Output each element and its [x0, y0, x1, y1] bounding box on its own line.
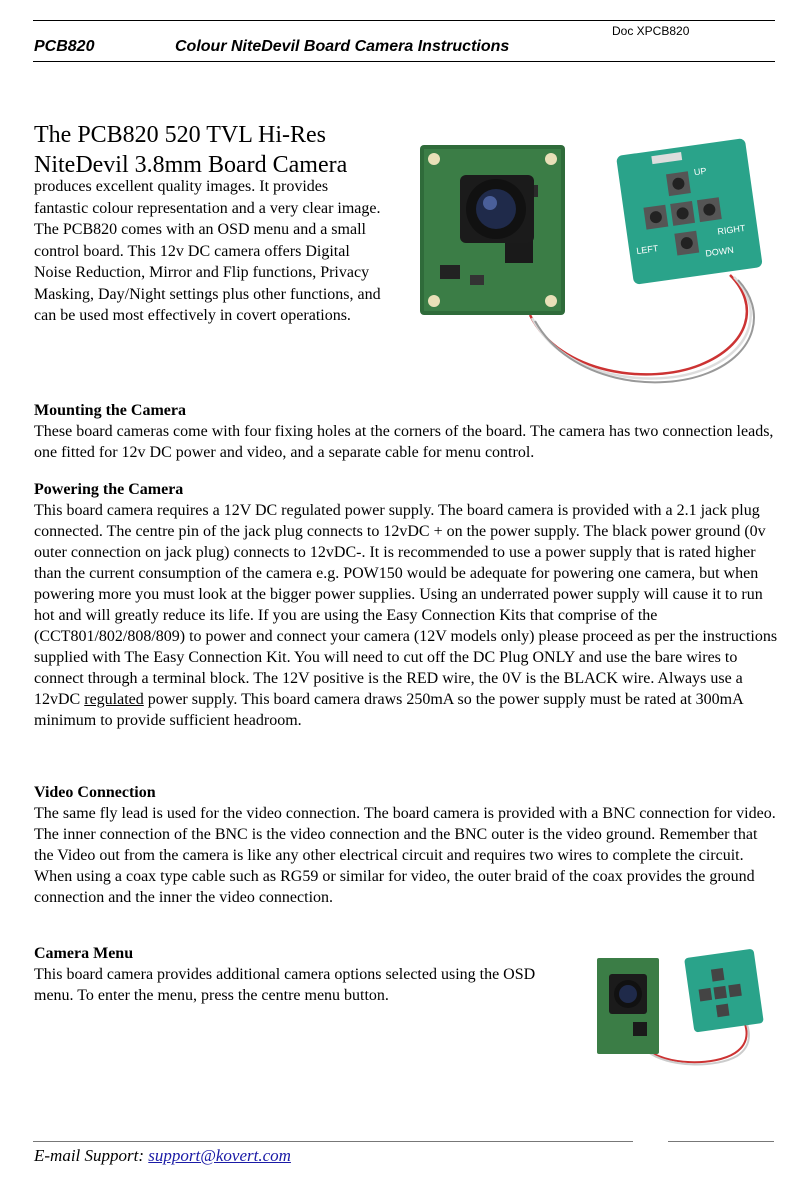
- intro-title-line2: NiteDevil 3.8mm Board Camera: [34, 152, 348, 178]
- support-email-link[interactable]: support@kovert.com: [148, 1146, 291, 1165]
- product-code: PCB820: [34, 38, 95, 55]
- board-label-left: LEFT: [635, 243, 659, 257]
- camera-board-thumbnail: [595, 948, 780, 1068]
- board-label-down: DOWN: [704, 244, 735, 259]
- regulated-underline: regulated: [84, 691, 144, 708]
- video-body: The same fly lead is used for the video connection. The board camera is provided with a BNC connection for video. The inner connection of the BNC is the video connection and the BNC outer is the video ground. Remember that the Video out from the camera is like any other electrical circuit and requires two wires to complete the circuit. When using a coax type cable such as RG59 or similar for video, the outer braid of the coax provides the ground connection and the inner the video connection.: [34, 805, 776, 906]
- header-top-rule: [33, 20, 775, 21]
- mounting-body: These board cameras come with four fixing holes at the corners of the board. The camera has two connection leads, one fitted for 12v DC power and video, and a separate cable for menu control.: [34, 423, 774, 461]
- footer-support: [34, 1146, 291, 1166]
- footer-label: E-mail Support:: [34, 1146, 149, 1165]
- footer-rule-right: [668, 1141, 774, 1142]
- intro-title: [34, 120, 394, 180]
- video-heading: Video Connection: [34, 784, 156, 801]
- document-title: Colour NiteDevil Board Camera Instructions: [175, 38, 510, 55]
- menu-heading: Camera Menu: [34, 945, 134, 962]
- board-label-right: RIGHT: [716, 222, 746, 237]
- doc-reference: Doc XPCB820: [612, 24, 690, 38]
- board-label-up: UP: [693, 165, 708, 178]
- menu-body: This board camera provides additional camera options selected using the OSD menu. To enter the menu, press the centre menu button.: [34, 966, 536, 1004]
- intro-body: produces excellent quality images. It provides fantastic colour representation and a very clear image. The PCB820 comes with an OSD menu and a small control board. This 12v DC camera offers Digital Noise Reduction, Mirror and Flip functions, Privacy Masking, Day/Night settings plus other functions, and can be used most effectively in covert operations.: [34, 178, 381, 324]
- intro-title-line1: The PCB820 520 TVL Hi-Res: [34, 122, 326, 148]
- section-mounting: [34, 400, 779, 463]
- powering-heading: Powering the Camera: [34, 481, 184, 498]
- section-video: [34, 782, 779, 908]
- camera-board-photo: [410, 125, 770, 395]
- section-powering: [34, 479, 779, 731]
- header-bottom-rule: [33, 61, 775, 62]
- footer-rule-left: [33, 1141, 633, 1142]
- powering-body: [34, 500, 779, 731]
- powering-body-text-end: power supply. This board camera draws 250mA so the power supply must be rated at 300mA minimum to provide sufficient headroom.: [34, 691, 743, 729]
- mounting-heading: Mounting the Camera: [34, 402, 186, 419]
- section-camera-menu: [34, 943, 574, 1006]
- powering-body-text: This board camera requires a 12V DC regulated power supply. The board camera is provided with a 2.1 jack plug connected. The centre pin of the jack plug connects to 12vDC + on the power supply. The black power ground (0v outer connection on jack plug) connects to 12vDC-. It is recommended to use a power supply that is rated higher than the current consumption of the camera e.g. POW150 would be adequate for powering one camera, but when powering more you must look at the bigger power supplies. Using an underrated power supply will cause it to run hot and will greatly reduce its life. If you are using the Easy Connection Kits that comprise of the (CCT801/802/808/809) to power and connect your camera (12V models only) please proceed as per the instructions supplied with The Easy Connection Kit. You will need to cut off the DC Plug ONLY and use the bare wires to connect through a terminal block. The 12V positive is the RED wire, the 0V is the BLACK wire. Always use a 12vDC: [34, 502, 778, 708]
